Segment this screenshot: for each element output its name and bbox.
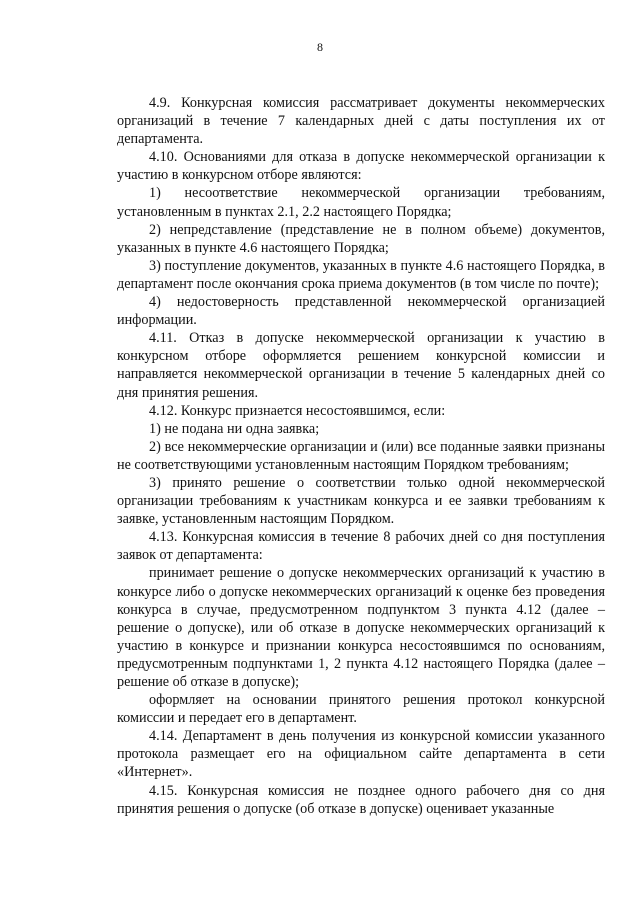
paragraph-4-14: 4.14. Департамент в день получения из конкурсной комиссии указанного протокола размещает его на официальном сайте департамента в сети «Интернет». (117, 728, 605, 781)
document-body (117, 94, 605, 818)
paragraph-4-10-item-4: 4) недостоверность представленной некоммерческой организацией информации. (117, 294, 605, 329)
paragraph-4-12-item-1: 1) не подана ни одна заявка; (149, 420, 320, 437)
page-number: 8 (317, 40, 323, 54)
paragraph-4-12: 4.12. Конкурс признается несостоявшимся, если: (149, 402, 446, 419)
paragraph-4-10-item-3: 3) поступление документов, указанных в пункте 4.6 настоящего Порядка, в департамент после окончания срока приема документов (в том числе по почте); (117, 257, 605, 292)
paragraph-4-10-item-2: 2) непредставление (представление не в полном объеме) документов, указанных в пункте 4.6 настоящего Порядка; (117, 221, 605, 256)
paragraph-4-13-protocol: оформляет на основании принятого решения протокол конкурсной комиссии и передает его в департамент. (117, 692, 605, 727)
paragraph-4-13-decision: принимает решение о допуске некоммерческих организаций к участию в конкурсе либо о допуске некоммерческих организаций к оценке без проведения конкурса в случае, предусмотренном подпунктом 3 пункта 4.12 (далее – решение о допуске), или об отказе в допуске некоммерческих организаций к участию в конкурсе и признании конкурса несостоявшимся по основаниям, предусмотренным подпунктами 1, 2 пункта 4.12 настоящего Порядка (далее – решение об отказе в допуске); (117, 565, 605, 690)
paragraph-4-12-item-3: 3) принято решение о соответствии только одной некоммерческой организации требованиям к участникам конкурса и ее заявки требованиям к заявке, установленным настоящим Порядком. (117, 474, 605, 528)
paragraph-4-15: 4.15. Конкурсная комиссия не позднее одного рабочего дня со дня принятия решения о допуске (об отказе в допуске) оценивает указанные (117, 782, 605, 817)
paragraph-4-9: 4.9. Конкурсная комиссия рассматривает документы некоммерческих организаций в течение 7 календарных дней с даты поступления их от департамента. (117, 95, 605, 148)
paragraph-4-10: 4.10. Основаниями для отказа в допуске некоммерческой организации к участию в конкурсном отборе являются: (117, 149, 605, 184)
paragraph-4-12-item-2: 2) все некоммерческие организации и (или) все поданные заявки признаны не соответствующими установленным настоящим Порядком требованиям; (117, 438, 605, 473)
paragraph-4-11: 4.11. Отказ в допуске некоммерческой организации к участию в конкурсном отборе оформляется решением конкурсной комиссии и направляется некоммерческой организации в течение 5 календарных дней со дня принятия решения. (117, 330, 605, 401)
paragraph-4-10-item-1: 1) несоответствие некоммерческой организации требованиям, установленным в пунктах 2.1, 2.2 настоящего Порядка; (117, 185, 605, 220)
paragraph-4-13: 4.13. Конкурсная комиссия в течение 8 рабочих дней со дня поступления заявок от департамента: (117, 529, 605, 564)
